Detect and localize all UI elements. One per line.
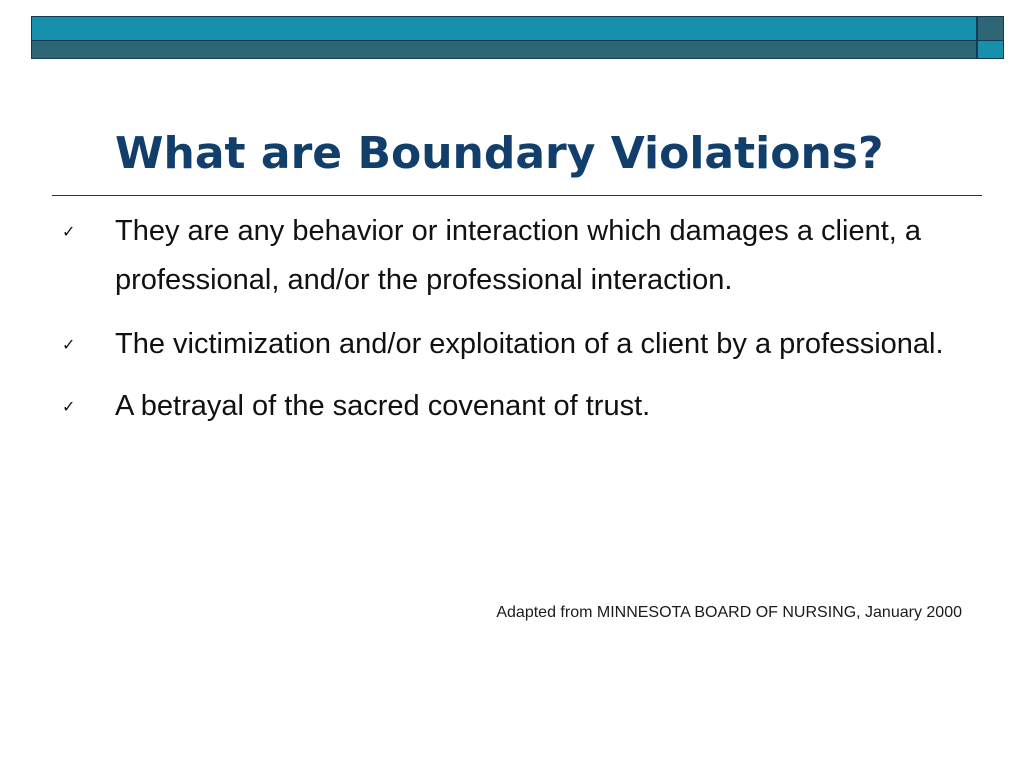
header-bar-top <box>31 16 977 41</box>
bullet-item <box>60 382 960 431</box>
bullet-item <box>60 207 960 305</box>
title-divider <box>52 195 982 196</box>
source-credit: Adapted from MINNESOTA BOARD OF NURSING, January 2000 <box>496 604 962 621</box>
check-mark-icon: ✓ <box>62 335 76 354</box>
bullet-text: The victimization and/or exploitation of a client by a professional. <box>115 328 944 360</box>
header-square-bottom <box>977 41 1004 59</box>
slide-title: What are Boundary Violations? <box>115 128 884 179</box>
bullet-item <box>60 320 960 369</box>
check-mark-icon: ✓ <box>62 222 76 241</box>
bullet-list <box>60 207 960 431</box>
check-mark-icon: ✓ <box>62 397 76 416</box>
bullet-text: They are any behavior or interaction which damages a client, a professional, and/or the professional interaction. <box>115 215 921 296</box>
header-square-top <box>977 16 1004 41</box>
bullet-text: A betrayal of the sacred covenant of trust. <box>115 390 651 422</box>
header-bar-bottom <box>31 41 977 59</box>
